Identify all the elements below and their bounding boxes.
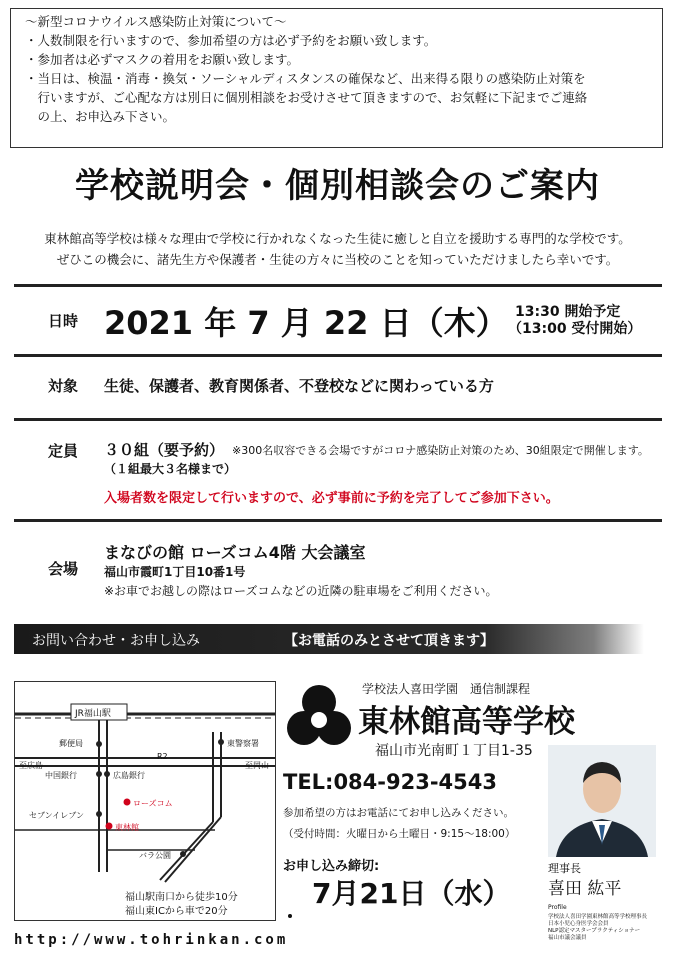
tel-note: 参加希望の方はお電話にてお申し込みください。 [283,807,514,819]
notice-line: ・当日は、検温・消毒・換気・ソーシャルディスタンスの確保など、出来得る限りの感染防止対策を [25,71,586,86]
school-logo [283,682,355,754]
access-walk: 福山駅南口から徒歩10分 [125,892,238,903]
map-label-station: JR福山駅 [75,709,111,719]
venue-label: 会場 [48,560,79,578]
map-label-east: 至岡山 [245,761,269,770]
profile-line: 福山市議会議員 [548,935,587,941]
notice-line: の上、お申込み下さい。 [25,109,176,124]
capacity-warning: 入場者数を限定して行いますので、必ず事前に予約を完了してご参加下さい。 [104,491,559,506]
chairman-photo [548,745,656,857]
divider [14,284,662,287]
deadline-label: お申し込み締切: [283,859,380,874]
school-corp: 学校法人喜田学園 通信制課程 [362,682,531,696]
contact-header-bar [14,624,644,654]
profile-line: NLP認定マスタープラクティショナー [548,928,641,934]
venue-name: まなびの館 ローズコム4階 大会議室 [104,543,366,562]
venue-address: 福山市霞町1丁目10番1号 [104,565,246,579]
notice-line: ・人数制限を行いますので、参加希望の方は必ず予約をお願い致します。 [25,33,437,48]
map-label-seven: セブンイレブン [29,811,84,820]
portrait-illustration [548,745,656,857]
contact-heading: お問い合わせ・お申し込み [32,633,200,649]
divider [14,354,662,357]
school-tel[interactable]: TEL:084-923-4543 [283,770,497,794]
start-time: 13:30 開始予定 [515,304,621,320]
profile-line: 日本小児心身医学会会員 [548,921,609,927]
target-label: 対象 [48,377,79,395]
map-label-hiroshima-bank: 広島銀行 [113,771,145,780]
bullet-dot [288,914,292,918]
profile-label: Profile [548,904,567,911]
reception-time: （13:00 受付開始） [508,321,642,337]
school-address: 福山市光南町１丁目1-35 [375,743,533,759]
event-date: 2021 年 7 月 22 日（木） [104,304,508,342]
chairman-role: 理事長 [548,862,581,875]
divider [14,418,662,421]
capacity-note: ※300名収容できる会場ですがコロナ感染防止対策のため、30組限定で開催します。 [232,444,649,457]
map-label-bara-park: バラ公園 [139,851,171,860]
notice-heading: 〜新型コロナウイルス感染防止対策について〜 [25,14,287,29]
website-link[interactable]: http://www.tohrinkan.com [14,932,289,948]
notice-line: ・参加者は必ずマスクの着用をお願い致します。 [25,52,300,67]
map-label-rosecom: ローズコム [133,799,173,808]
map-label-post: 郵便局 [59,739,83,748]
date-label: 日時 [48,312,79,330]
map-label-police: 東警察署 [227,739,259,748]
map-label-chugoku-bank: 中国銀行 [45,771,77,780]
map-label-tohrinkan: 東林館 [115,823,139,832]
notice-line: 行いますが、ご心配な方は別日に個別相談をお受けさせて頂きますので、お気軽に下記までご連絡 [25,90,588,105]
map-label-r2: R2 [157,752,168,761]
intro-line: ぜひこの機会に、諸先生方や保護者・生徒の方々に当校のことを知っていただけましたら幸いです。 [56,252,619,267]
capacity-sub: （１組最大３名様まで） [104,462,237,476]
map-label-west: 至広島 [19,761,43,770]
venue-note: ※お車でお越しの際はローズコムなどの近隣の駐車場をご利用ください。 [104,584,498,598]
covid-notice-box [10,8,663,148]
reception-hours: （受付時間：火曜日から土曜日・9:15〜18:00） [283,828,516,840]
access-car: 福山東ICから車で20分 [125,906,228,917]
contact-note: 【お電話のみとさせて頂きます】 [284,633,494,649]
intro-line: 東林館高等学校は様々な理由で学校に行かれなくなった生徒に癒しと自立を援助する専門的な学校です。 [44,231,631,246]
school-name: 東林館高等学校 [358,704,575,740]
profile-line: 学校法人喜田学園東林館高等学校理事長 [548,914,648,920]
divider [14,519,662,522]
deadline-date: 7月21日（水） [312,877,511,910]
target-value: 生徒、保護者、教育関係者、不登校などに関わっている方 [104,377,494,395]
capacity-label: 定員 [48,442,79,460]
page-title: 学校説明会・個別相談会のご案内 [75,166,600,206]
access-map [14,681,276,921]
capacity-value: ３０組（要予約） [104,441,225,459]
chairman-name: 喜田 紘平 [548,879,622,899]
